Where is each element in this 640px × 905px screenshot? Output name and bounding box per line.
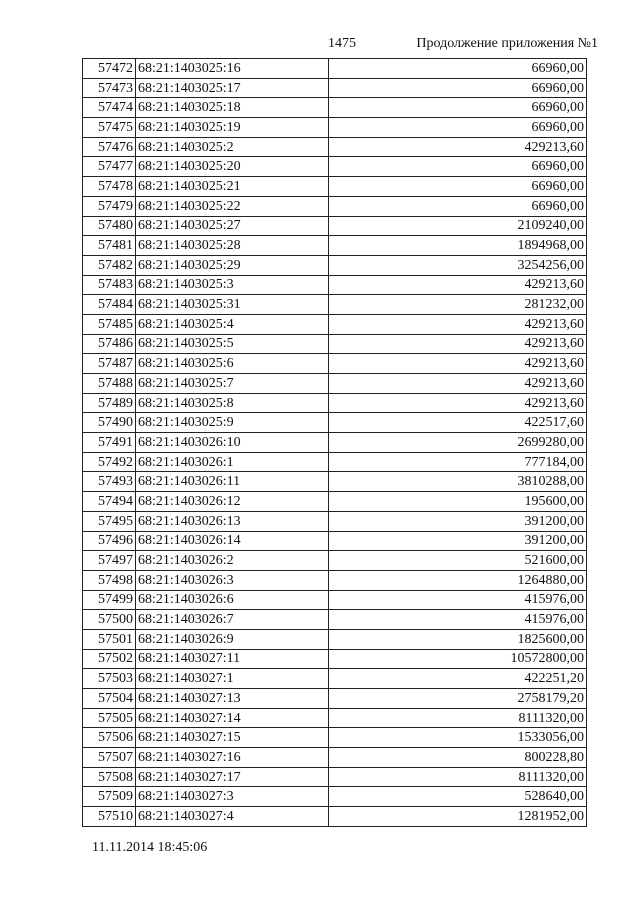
table-row [83, 295, 587, 315]
cadastral-value-cell: 422517,60 [329, 413, 587, 433]
cadastral-value-cell: 8111320,00 [329, 767, 587, 787]
table-row [83, 531, 587, 551]
cadastral-value-cell: 800228,80 [329, 748, 587, 768]
row-number-cell: 57481 [83, 236, 136, 256]
cadastral-number-cell: 68:21:1403026:11 [136, 472, 329, 492]
table-row [83, 708, 587, 728]
cadastral-number-cell: 68:21:1403025:21 [136, 177, 329, 197]
cadastral-value-cell: 2109240,00 [329, 216, 587, 236]
row-number-cell: 57510 [83, 807, 136, 827]
cadastral-value-cell: 521600,00 [329, 551, 587, 571]
cadastral-number-cell: 68:21:1403027:11 [136, 649, 329, 669]
table-row [83, 334, 587, 354]
row-number-cell: 57480 [83, 216, 136, 236]
cadastral-value-cell: 8111320,00 [329, 708, 587, 728]
cadastral-value-cell: 10572800,00 [329, 649, 587, 669]
table-row [83, 177, 587, 197]
table-row [83, 472, 587, 492]
cadastral-value-cell: 281232,00 [329, 295, 587, 315]
cadastral-number-cell: 68:21:1403027:17 [136, 767, 329, 787]
cadastral-value-cell: 66960,00 [329, 98, 587, 118]
row-number-cell: 57505 [83, 708, 136, 728]
cadastral-value-cell: 66960,00 [329, 59, 587, 79]
cadastral-number-cell: 68:21:1403025:6 [136, 354, 329, 374]
cadastral-number-cell: 68:21:1403026:3 [136, 570, 329, 590]
cadastral-number-cell: 68:21:1403025:19 [136, 118, 329, 138]
cadastral-value-cell: 66960,00 [329, 196, 587, 216]
row-number-cell: 57500 [83, 610, 136, 630]
row-number-cell: 57488 [83, 374, 136, 394]
cadastral-value-cell: 429213,60 [329, 137, 587, 157]
cadastral-number-cell: 68:21:1403027:16 [136, 748, 329, 768]
table-row [83, 236, 587, 256]
table-row [83, 98, 587, 118]
table-row [83, 452, 587, 472]
cadastral-number-cell: 68:21:1403025:29 [136, 255, 329, 275]
row-number-cell: 57493 [83, 472, 136, 492]
cadastral-value-cell: 429213,60 [329, 374, 587, 394]
table-row [83, 196, 587, 216]
cadastral-value-cell: 429213,60 [329, 275, 587, 295]
row-number-cell: 57508 [83, 767, 136, 787]
cadastral-value-cell: 1894968,00 [329, 236, 587, 256]
cadastral-number-cell: 68:21:1403025:9 [136, 413, 329, 433]
cadastral-number-cell: 68:21:1403025:16 [136, 59, 329, 79]
table-row [83, 59, 587, 79]
row-number-cell: 57483 [83, 275, 136, 295]
row-number-cell: 57487 [83, 354, 136, 374]
cadastral-number-cell: 68:21:1403025:3 [136, 275, 329, 295]
cadastral-number-cell: 68:21:1403026:13 [136, 511, 329, 531]
cadastral-number-cell: 68:21:1403027:13 [136, 689, 329, 709]
cadastral-number-cell: 68:21:1403025:18 [136, 98, 329, 118]
table-row [83, 629, 587, 649]
cadastral-number-cell: 68:21:1403027:4 [136, 807, 329, 827]
row-number-cell: 57479 [83, 196, 136, 216]
row-number-cell: 57489 [83, 393, 136, 413]
cadastral-value-cell: 66960,00 [329, 157, 587, 177]
row-number-cell: 57507 [83, 748, 136, 768]
table-row [83, 610, 587, 630]
cadastral-number-cell: 68:21:1403026:1 [136, 452, 329, 472]
cadastral-number-cell: 68:21:1403026:14 [136, 531, 329, 551]
cadastral-value-cell: 429213,60 [329, 393, 587, 413]
registry-table [82, 58, 587, 827]
cadastral-number-cell: 68:21:1403027:3 [136, 787, 329, 807]
table-row [83, 590, 587, 610]
table-row [83, 374, 587, 394]
row-number-cell: 57477 [83, 157, 136, 177]
table-row [83, 767, 587, 787]
table-row [83, 551, 587, 571]
table-row [83, 393, 587, 413]
table-row [83, 669, 587, 689]
cadastral-number-cell: 68:21:1403027:14 [136, 708, 329, 728]
row-number-cell: 57473 [83, 78, 136, 98]
cadastral-value-cell: 3810288,00 [329, 472, 587, 492]
row-number-cell: 57490 [83, 413, 136, 433]
table-row [83, 748, 587, 768]
cadastral-number-cell: 68:21:1403026:2 [136, 551, 329, 571]
cadastral-value-cell: 391200,00 [329, 511, 587, 531]
row-number-cell: 57486 [83, 334, 136, 354]
row-number-cell: 57504 [83, 689, 136, 709]
table-row [83, 649, 587, 669]
cadastral-number-cell: 68:21:1403025:20 [136, 157, 329, 177]
cadastral-number-cell: 68:21:1403025:17 [136, 78, 329, 98]
cadastral-value-cell: 195600,00 [329, 492, 587, 512]
table-row [83, 413, 587, 433]
row-number-cell: 57478 [83, 177, 136, 197]
cadastral-value-cell: 429213,60 [329, 334, 587, 354]
table-row [83, 787, 587, 807]
cadastral-value-cell: 415976,00 [329, 590, 587, 610]
table-row [83, 570, 587, 590]
cadastral-value-cell: 391200,00 [329, 531, 587, 551]
cadastral-value-cell: 1533056,00 [329, 728, 587, 748]
print-timestamp: 11.11.2014 18:45:06 [92, 840, 208, 855]
row-number-cell: 57496 [83, 531, 136, 551]
row-number-cell: 57475 [83, 118, 136, 138]
table-row [83, 216, 587, 236]
cadastral-number-cell: 68:21:1403025:31 [136, 295, 329, 315]
cadastral-value-cell: 66960,00 [329, 78, 587, 98]
cadastral-number-cell: 68:21:1403025:4 [136, 314, 329, 334]
cadastral-value-cell: 66960,00 [329, 118, 587, 138]
row-number-cell: 57509 [83, 787, 136, 807]
row-number-cell: 57484 [83, 295, 136, 315]
row-number-cell: 57498 [83, 570, 136, 590]
cadastral-number-cell: 68:21:1403026:7 [136, 610, 329, 630]
cadastral-value-cell: 429213,60 [329, 354, 587, 374]
cadastral-value-cell: 3254256,00 [329, 255, 587, 275]
cadastral-number-cell: 68:21:1403026:12 [136, 492, 329, 512]
row-number-cell: 57476 [83, 137, 136, 157]
cadastral-number-cell: 68:21:1403025:7 [136, 374, 329, 394]
cadastral-value-cell: 422251,20 [329, 669, 587, 689]
row-number-cell: 57474 [83, 98, 136, 118]
cadastral-number-cell: 68:21:1403025:28 [136, 236, 329, 256]
cadastral-value-cell: 66960,00 [329, 177, 587, 197]
cadastral-number-cell: 68:21:1403027:1 [136, 669, 329, 689]
cadastral-number-cell: 68:21:1403026:9 [136, 629, 329, 649]
row-number-cell: 57485 [83, 314, 136, 334]
table-row [83, 433, 587, 453]
cadastral-value-cell: 777184,00 [329, 452, 587, 472]
cadastral-value-cell: 2699280,00 [329, 433, 587, 453]
table-row [83, 807, 587, 827]
table-row [83, 354, 587, 374]
row-number-cell: 57506 [83, 728, 136, 748]
cadastral-number-cell: 68:21:1403026:10 [136, 433, 329, 453]
row-number-cell: 57503 [83, 669, 136, 689]
row-number-cell: 57491 [83, 433, 136, 453]
cadastral-number-cell: 68:21:1403027:15 [136, 728, 329, 748]
table-row [83, 275, 587, 295]
table-row [83, 511, 587, 531]
row-number-cell: 57497 [83, 551, 136, 571]
table-row [83, 689, 587, 709]
cadastral-value-cell: 1825600,00 [329, 629, 587, 649]
table-row [83, 728, 587, 748]
table-row [83, 314, 587, 334]
registry-table-body [83, 59, 587, 827]
table-row [83, 78, 587, 98]
row-number-cell: 57501 [83, 629, 136, 649]
row-number-cell: 57494 [83, 492, 136, 512]
table-row [83, 255, 587, 275]
row-number-cell: 57495 [83, 511, 136, 531]
row-number-cell: 57492 [83, 452, 136, 472]
table-row [83, 137, 587, 157]
page-number: 1475 [328, 36, 356, 51]
cadastral-number-cell: 68:21:1403025:27 [136, 216, 329, 236]
cadastral-value-cell: 415976,00 [329, 610, 587, 630]
cadastral-value-cell: 2758179,20 [329, 689, 587, 709]
cadastral-value-cell: 429213,60 [329, 314, 587, 334]
cadastral-value-cell: 1281952,00 [329, 807, 587, 827]
row-number-cell: 57472 [83, 59, 136, 79]
row-number-cell: 57502 [83, 649, 136, 669]
row-number-cell: 57482 [83, 255, 136, 275]
cadastral-value-cell: 528640,00 [329, 787, 587, 807]
table-row [83, 118, 587, 138]
cadastral-number-cell: 68:21:1403025:8 [136, 393, 329, 413]
continuation-note: Продолжение приложения №1 [416, 36, 598, 51]
row-number-cell: 57499 [83, 590, 136, 610]
cadastral-number-cell: 68:21:1403025:22 [136, 196, 329, 216]
cadastral-number-cell: 68:21:1403025:5 [136, 334, 329, 354]
cadastral-value-cell: 1264880,00 [329, 570, 587, 590]
cadastral-number-cell: 68:21:1403025:2 [136, 137, 329, 157]
cadastral-number-cell: 68:21:1403026:6 [136, 590, 329, 610]
table-row [83, 157, 587, 177]
table-row [83, 492, 587, 512]
